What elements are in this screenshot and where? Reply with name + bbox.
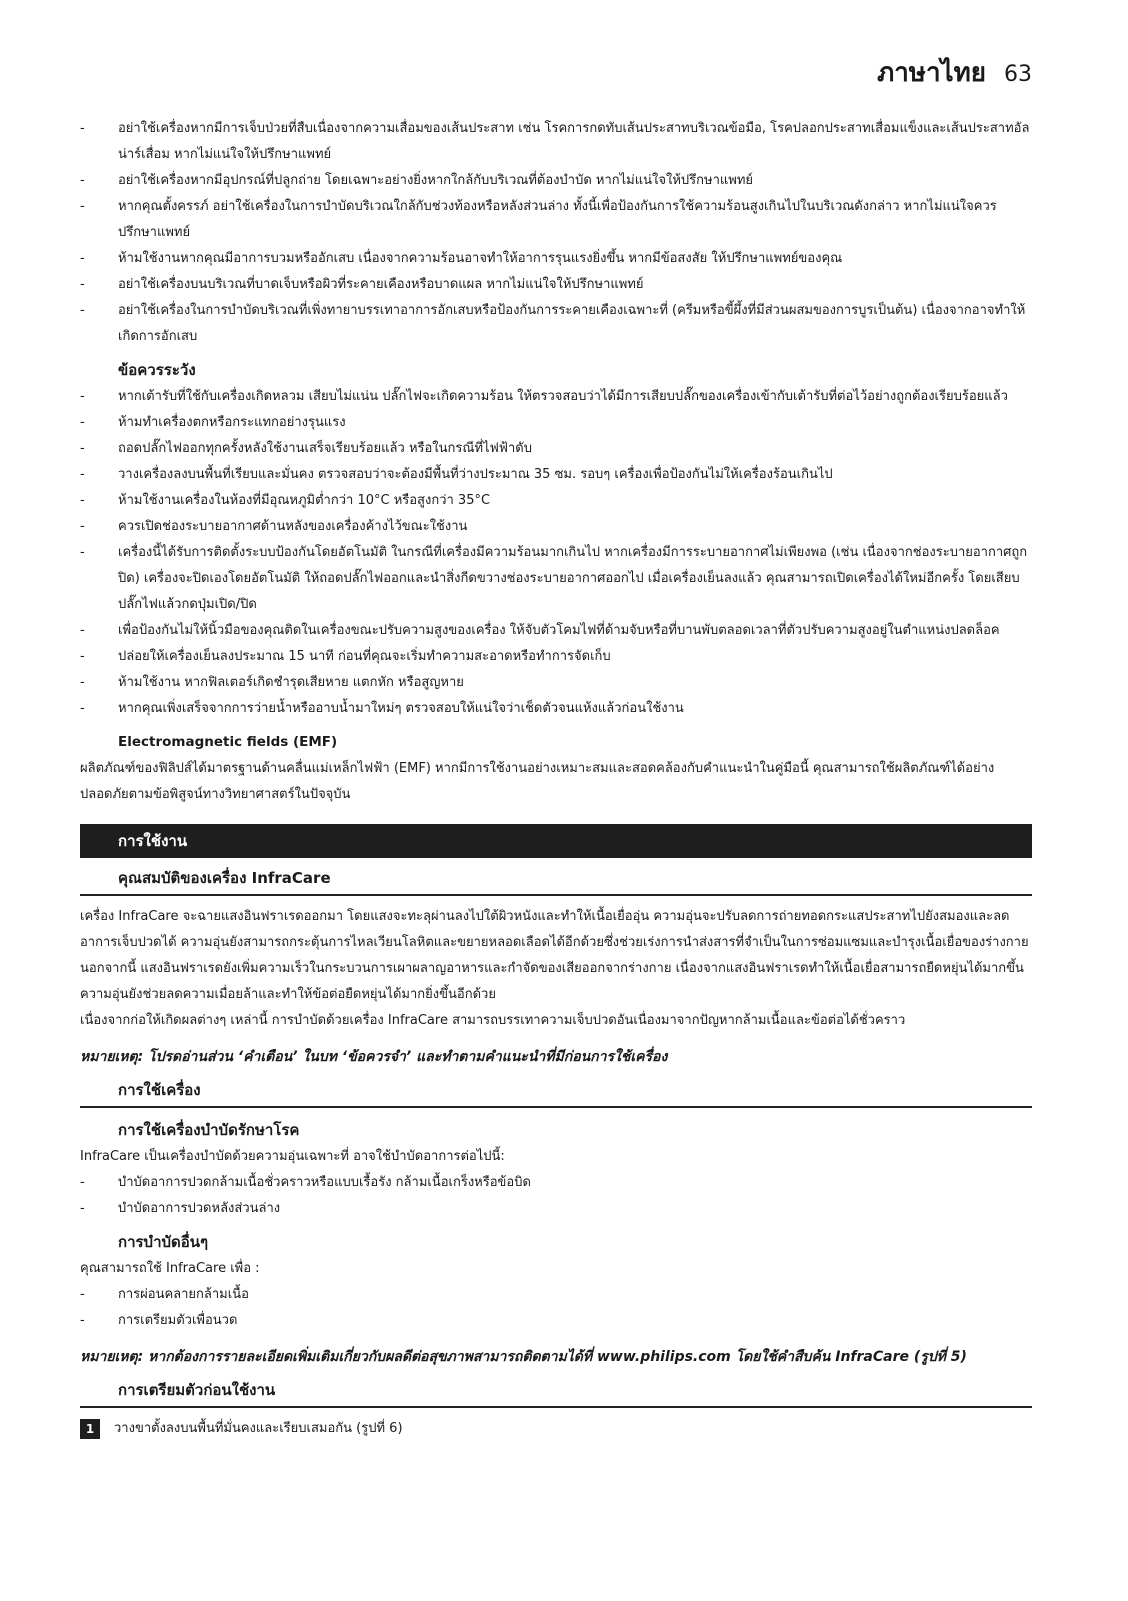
list-item: - วางเครื่องลงบนพื้นที่เรียบและมั่นคง ตรวจสอบว่าจะต้องมีพื้นที่ว่างประมาณ 35 ซม. รอบๆ เครื่องเพื่อป้องกันไม่ให้เครื่องร้อนเกินไป <box>80 462 1032 488</box>
list-item: - ควรเปิดช่องระบายอากาศด้านหลังของเครื่องค้างไว้ขณะใช้งาน <box>80 514 1032 540</box>
using-heading: การใช้เครื่อง <box>80 1076 1032 1108</box>
features-paragraph: เครื่อง InfraCare จะฉายแสงอินฟราเรดออกมา โดยแสงจะทะลุผ่านลงไปใต้ผิวหนังและทำให้เนื้อเยื่ออุ่น ความอุ่นจะปรับลดการถ่ายทอดกระแสประสาทไปยังสมองและลดอาการเจ็บปวดได้ ความอุ่นยังสามารถกระตุ้นการไหลเวียนโลหิตและขยายหลอดเลือดได้อีกด้วยซึ่งช่วยเร่งการนำส่งสารที่จำเป็นในการซ่อมแซมและบำรุงเนื้อเยื่อของร่างกาย นอกจากนี้ แสงอินฟราเรดยังเพิ่มความเร็วในกระบวนการเผาผลาญอาหารและกำจัดของเสียออกจากร่างกาย เนื่องจากแสงอินฟราเรดทำให้เนื้อเยื่อสามารถยืดหยุ่นได้มากขึ้น ความอุ่นยังช่วยลดความเมื่อยล้าและทำให้ข้อต่อยืดหยุ่นได้มากยิ่งขึ้นอีกด้วย <box>80 909 1029 1002</box>
list-item: - อย่าใช้เครื่องหากมีอุปกรณ์ที่ปลูกถ่าย โดยเฉพาะอย่างยิ่งหากใกล้กับบริเวณที่ต้องบำบัด หากไม่แน่ใจให้ปรึกษาแพทย์ <box>80 168 1032 194</box>
list-item: - อย่าใช้เครื่องหากมีการเจ็บป่วยที่สืบเนื่องจากความเสื่อมของเส้นประสาท เช่น โรคการกดทับเส้นประสาทบริเวณข้อมือ, โรคปลอกประสาทเสื่อมแข็งและเส้นประสาทอัลน่าร์เสื่อม หากไม่แน่ใจให้ปรึกษาแพทย์ <box>80 116 1032 168</box>
therapy-intro: InfraCare เป็นเครื่องบำบัดด้วยความอุ่นเฉพาะที่ อาจใช้บำบัดอาการต่อไปนี้: <box>80 1149 505 1164</box>
language-title: ภาษาไทย <box>877 58 986 88</box>
emf-heading: Electromagnetic fields (EMF) <box>118 734 338 750</box>
therapy-list <box>80 1170 1032 1222</box>
list-item: - เครื่องนี้ได้รับการติดตั้งระบบป้องกันโดยอัตโนมัติ ในกรณีที่เครื่องมีความร้อนมากเกินไป หากเครื่องมีการระบายอากาศไม่เพียงพอ (เช่น เนื่องจากช่องระบายอากาศถูกปิด) เครื่องจะปิดเองโดยอัตโนมัติ ให้ถอดปลั๊กไฟออกและนำสิ่งกีดขวางช่องระบายอากาศออกไป เมื่อเครื่องเย็นลงแล้ว คุณสามารถเปิดเครื่องได้ใหม่อีกครั้ง โดยเสียบปลั๊กไฟแล้วกดปุ่มเปิด/ปิด <box>80 540 1032 618</box>
step-1 <box>80 1416 1032 1442</box>
prep-heading: การเตรียมตัวก่อนใช้งาน <box>80 1376 1032 1408</box>
list-item: - อย่าใช้เครื่องในการบำบัดบริเวณที่เพิ่งทายาบรรเทาอาการอักเสบหรือป้องกันการระคายเคืองเฉพาะที่ (ครีมหรือขี้ผึ้งที่มีส่วนผสมของการบูรเป็นต้น) เนื่องจากอาจทำให้เกิดการอักเสบ <box>80 298 1032 350</box>
list-item: - เพื่อป้องกันไม่ให้นิ้วมือของคุณติดในเครื่องขณะปรับความสูงของเครื่อง ให้จับตัวโคมไฟที่ด้ามจับหรือที่บานพับตลอดเวลาที่ตัวปรับความสูงอยู่ในตำแหน่งปลดล็อค <box>80 618 1032 644</box>
list-item: - ปล่อยให้เครื่องเย็นลงประมาณ 15 นาที ก่อนที่คุณจะเริ่มทำความสะอาดหรือทำการจัดเก็บ <box>80 644 1032 670</box>
list-item: - บำบัดอาการปวดกล้ามเนื้อชั่วคราวหรือแบบเรื้อรัง กล้ามเนื้อเกร็งหรือข้อบิด <box>80 1170 1032 1196</box>
page-header <box>877 52 1032 93</box>
list-item: - ห้ามใช้งาน หากฟิลเตอร์เกิดชำรุดเสียหาย แตกหัก หรือสูญหาย <box>80 670 1032 696</box>
list-item: - อย่าใช้เครื่องบนบริเวณที่บาดเจ็บหรือผิวที่ระคายเคืองหรือบาดแผล หากไม่แน่ใจให้ปรึกษาแพทย์ <box>80 272 1032 298</box>
caution-list <box>80 384 1032 722</box>
other-intro: คุณสามารถใช้ InfraCare เพื่อ : <box>80 1261 260 1276</box>
note-read-warnings: หมายเหตุ: โปรดอ่านส่วน ‘คำเตือน’ ในบท ‘ข้อควรจำ’ และทำตามคำแนะนำที่มีก่อนการใช้เครื่อง <box>80 1049 668 1065</box>
list-item: - หากเต้ารับที่ใช้กับเครื่องเกิดหลวม เสียบไม่แน่น ปลั๊กไฟจะเกิดความร้อน ให้ตรวจสอบว่าได้มีการเสียบปลั๊กของเครื่องเข้ากับเต้ารับที่ต่อไว้อย่างถูกต้องเรียบร้อยแล้ว <box>80 384 1032 410</box>
list-item: - บำบัดอาการปวดหลังส่วนล่าง <box>80 1196 1032 1222</box>
emf-paragraph: ผลิตภัณฑ์ของฟิลิปส์ได้มาตรฐานด้านคลื่นแม่เหล็กไฟฟ้า (EMF) หากมีการใช้งานอย่างเหมาะสมและสอดคล้องกับคำแนะนำในคู่มือนี้ คุณสามารถใช้ผลิตภัณฑ์ได้อย่างปลอดภัยตามข้อพิสูจน์ทางวิทยาศาสตร์ในปัจจุบัน <box>80 761 995 802</box>
therapy-heading: การใช้เครื่องบำบัดรักษาโรค <box>118 1121 300 1139</box>
list-item: - ห้ามทำเครื่องตกหรือกระแทกอย่างรุนแรง <box>80 410 1032 436</box>
list-item: - ห้ามใช้งานเครื่องในห้องที่มีอุณหภูมิต่ำกว่า 10°C หรือสูงกว่า 35°C <box>80 488 1032 514</box>
features-heading: คุณสมบัติของเครื่อง InfraCare <box>80 864 1032 896</box>
list-item: - ห้ามใช้งานหากคุณมีอาการบวมหรืออักเสบ เนื่องจากความร้อนอาจทำให้อาการรุนแรงยิ่งขึ้น หากมีข้อสงสัย ให้ปรึกษาแพทย์ของคุณ <box>80 246 1032 272</box>
note-more-info: หมายเหตุ: หากต้องการรายละเอียดเพิ่มเติมเกี่ยวกับผลดีต่อสุขภาพสามารถติดตามได้ที่ www.philips.com โดยใช้คำสืบค้น InfraCare (รูปที่ 5) <box>80 1349 967 1365</box>
other-heading: การบำบัดอื่นๆ <box>118 1233 209 1251</box>
step-number: 1 <box>80 1419 100 1439</box>
list-item: - การเตรียมตัวเพื่อนวด <box>80 1308 1032 1334</box>
list-item: - หากคุณเพิ่งเสร็จจากการว่ายน้ำหรืออาบน้ำมาใหม่ๆ ตรวจสอบให้แน่ใจว่าเช็ดตัวจนแห้งแล้วก่อนใช้งาน <box>80 696 1032 722</box>
features-paragraph-2: เนื่องจากก่อให้เกิดผลต่างๆ เหล่านี้ การบำบัดด้วยเครื่อง InfraCare สามารถบรรเทาความเจ็บปวดอันเนื่องมาจากปัญหากล้ามเนื้อและข้อต่อได้ชั่วคราว <box>80 1013 906 1028</box>
caution-heading: ข้อควรระวัง <box>118 361 196 379</box>
list-item: - การผ่อนคลายกล้ามเนื้อ <box>80 1282 1032 1308</box>
other-list <box>80 1282 1032 1334</box>
list-item: - ถอดปลั๊กไฟออกทุกครั้งหลังใช้งานเสร็จเรียบร้อยแล้ว หรือในกรณีที่ไฟฟ้าดับ <box>80 436 1032 462</box>
page-content <box>80 116 1032 1442</box>
warnings-list <box>80 116 1032 350</box>
page-number: 63 <box>1004 62 1032 87</box>
list-item: - หากคุณตั้งครรภ์ อย่าใช้เครื่องในการบำบัดบริเวณใกล้กับช่วงท้องหรือหลังส่วนล่าง ทั้งนี้เพื่อป้องกันการใช้ความร้อนสูงเกินไปในบริเวณดังกล่าว หากไม่แน่ใจควรปรึกษาแพทย์ <box>80 194 1032 246</box>
step-text: วางขาตั้งลงบนพื้นที่มั่นคงและเรียบเสมอกัน (รูปที่ 6) <box>114 1421 403 1436</box>
section-band-usage: การใช้งาน <box>80 824 1032 858</box>
